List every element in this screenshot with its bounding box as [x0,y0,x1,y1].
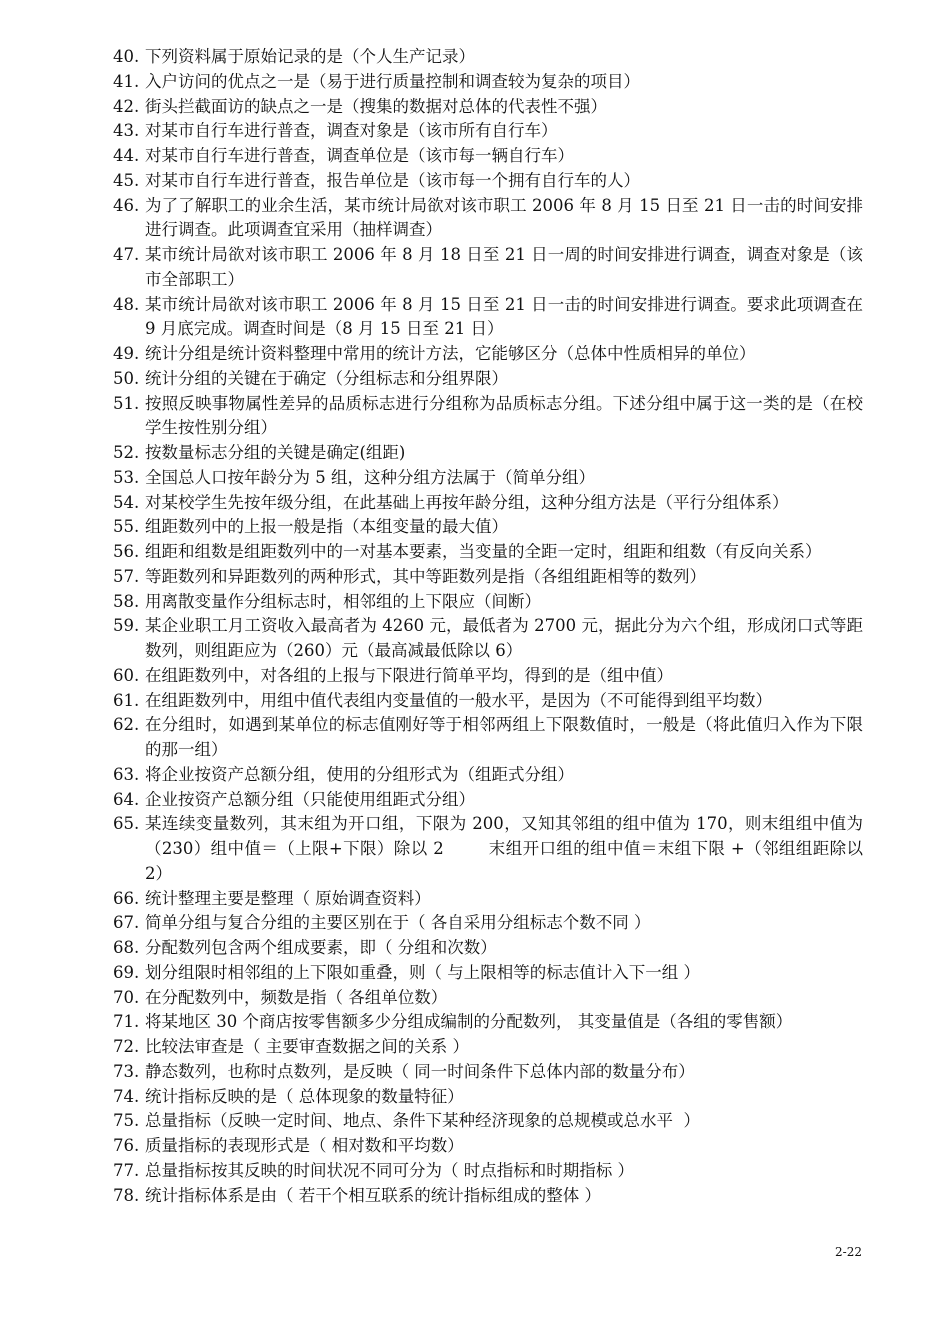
list-item [113,119,863,144]
list-item [113,293,869,343]
item-text: 质量指标的表现形式是（ 相对数和平均数） [145,1136,464,1155]
list-item [113,342,863,367]
item-text: 组距数列中的上报一般是指（本组变量的最大值） [145,517,508,537]
item-number: 73. [113,1061,140,1081]
item-number: 40. [113,47,140,66]
item-number: 68. [113,938,140,957]
item-number: 58. [113,591,140,611]
list-item [113,911,863,936]
list-item [113,763,863,788]
item-number: 64. [113,789,140,809]
item-text: 按照反映事物属性差异的品质标志进行分组称为品质标志分组。下述分组中属于这一类的是（在校学生按性别分组） [145,393,863,438]
item-number: 78. [113,1185,140,1205]
list-item [113,565,863,590]
list-item [113,466,863,491]
item-number: 47. [113,245,140,264]
item-text: 统计分组的关键在于确定（分组标志和分组界限） [145,368,508,388]
list-item [113,986,863,1011]
item-number: 75. [113,1111,140,1131]
item-text: 分配数列包含两个组成要素，即（ 分组和次数） [145,938,497,957]
item-text: 简单分组与复合分组的主要区别在于（ 各自采用分组标志个数不同 ） [145,913,651,933]
list-item [113,491,863,516]
item-text: 划分组限时相邻组的上下限如重叠，则（ 与上限相等的标志值计入下一组 ） [145,962,700,982]
item-text: 对某市自行车进行普查，报告单位是（该市每一个拥有自行车的人） [145,170,640,190]
list-item [113,614,863,664]
item-text: 在分配数列中，频数是指（ 各组单位数） [145,987,448,1007]
list-item [113,713,863,763]
list-item [113,367,863,392]
list-item [113,95,863,120]
list-item [113,515,863,540]
list-item [113,70,863,95]
item-number: 61. [113,690,140,710]
item-number: 71. [113,1012,140,1032]
list-item [113,169,863,194]
item-text: 对某市自行车进行普查，调查对象是（该市所有自行车） [145,121,558,141]
item-text: 等距数列和异距数列的两种形式，其中等距数列是指（各组组距相等的数列） [145,566,706,586]
item-text: 在分组时，如遇到某单位的标志值刚好等于相邻两组上下限数值时，一般是（将此值归入作为下限的那一组） [145,715,863,759]
item-text: 统计分组是统计资料整理中常用的统计方法，它能够区分（总体中性质相异的单位） [145,344,756,363]
item-number: 57. [113,566,140,586]
item-text: 某连续变量数列，其末组为开口组，下限为 200，又知其邻组的组中值为 170，则末组组中值为（230）组中值＝（上限+下限）除以 2 末组开口组的组中值＝末组下限 +（邻组组距除以 2） [145,814,869,883]
item-number: 49. [113,344,140,363]
item-text: 街头拦截面访的缺点之一是（搜集的数据对总体的代表性不强） [145,96,607,116]
item-text: 下列资料属于原始记录的是（个人生产记录） [145,47,475,66]
list-item [113,1159,863,1184]
list-item [113,243,863,293]
list-item [113,1010,863,1035]
item-text: 为了了解职工的业余生活，某市统计局欲对该市职工 2006 年 8 月 15 日至 21 日一击的时间安排进行调查。此项调查宜采用（抽样调查） [145,195,863,240]
list-item [113,1035,863,1060]
item-text: 某市统计局欲对该市职工 2006 年 8 月 18 日至 21 日一周的时间安排进行调查，调查对象是（该市全部职工） [145,245,863,289]
list-item [113,788,863,813]
list-item [113,961,863,986]
list-item [113,936,863,961]
item-number: 51. [113,393,140,413]
item-number: 65. [113,814,140,834]
list-item [113,1060,863,1085]
list-item [113,392,863,442]
item-text: 在组距数列中，对各组的上报与下限进行简单平均，得到的是（组中值） [145,665,673,685]
question-list [113,45,869,1208]
item-number: 54. [113,492,140,512]
item-text: 某市统计局欲对该市职工 2006 年 8 月 15 日至 21 日一击的时间安排进行调查。要求此项调查在 9 月底完成。调查时间是（8 月 15 日至 21 日） [145,294,869,339]
item-text: 统计指标反映的是（ 总体现象的数量特征） [145,1086,464,1106]
item-text: 统计指标体系是由（ 若干个相互联系的统计指标组成的整体 ） [145,1185,601,1205]
list-item [113,1134,863,1159]
item-text: 总量指标按其反映的时间状况不同可分为（ 时点指标和时期指标 ） [145,1160,634,1180]
item-text: 总量指标（反映一定时间、地点、条件下某种经济现象的总规模或总水平 ） [145,1111,700,1131]
item-number: 52. [113,443,140,462]
item-text: 按数量标志分组的关键是确定(组距) [145,443,406,462]
item-text: 某企业职工月工资收入最高者为 4260 元，最低者为 2700 元，据此分为六个组，形成闭口式等距数列，则组距应为（260）元（最高减最低除以 6） [145,616,863,660]
item-number: 62. [113,715,140,735]
item-number: 76. [113,1136,140,1155]
item-number: 67. [113,913,140,933]
list-item [113,1184,863,1209]
item-text: 企业按资产总额分组（只能使用组距式分组） [145,789,475,809]
item-text: 全国总人口按年龄分为 5 组，这种分组方法属于（简单分组） [145,467,595,487]
item-number: 59. [113,616,140,636]
list-item [113,540,863,565]
item-number: 48. [113,294,140,314]
item-text: 入户访问的优点之一是（易于进行质量控制和调查较为复杂的项目） [145,71,640,91]
item-number: 53. [113,467,140,487]
item-text: 组距和组数是组距数列中的一对基本要素，当变量的全距一定时，组距和组数（有反向关系） [145,542,822,561]
item-text: 将某地区 30 个商店按零售额多少分组成编制的分配数列， 其变量值是（各组的零售额） [145,1012,793,1032]
list-item [113,664,863,689]
list-item [113,144,863,169]
item-text: 比较法审查是（ 主要审查数据之间的关系 ） [145,1037,469,1056]
list-item [113,1109,863,1134]
list-item [113,887,863,912]
list-item [113,1085,863,1110]
item-number: 66. [113,888,140,908]
list-item [113,441,863,466]
item-number: 55. [113,517,140,537]
item-number: 74. [113,1086,140,1106]
list-item [113,194,863,244]
list-item [113,45,863,70]
item-text: 统计整理主要是整理（ 原始调查资料） [145,888,431,908]
page-number: 2-22 [835,1245,862,1259]
list-item [113,689,863,714]
item-number: 50. [113,368,140,388]
item-number: 60. [113,665,140,685]
item-number: 70. [113,987,140,1007]
item-number: 41. [113,71,140,91]
item-number: 44. [113,146,140,165]
item-text: 用离散变量作分组标志时，相邻组的上下限应（间断） [145,591,541,611]
item-number: 63. [113,764,140,784]
item-text: 对某校学生先按年级分组，在此基础上再按年龄分组，这种分组方法是（平行分组体系） [145,492,789,512]
item-text: 将企业按资产总额分组，使用的分组形式为（组距式分组） [145,764,574,784]
item-number: 69. [113,962,140,982]
item-text: 静态数列，也称时点数列，是反映（ 同一时间条件下总体内部的数量分布） [145,1061,695,1081]
item-number: 43. [113,121,140,141]
item-number: 72. [113,1037,140,1056]
item-text: 对某市自行车进行普查，调查单位是（该市每一辆自行车） [145,146,574,165]
list-item [113,590,863,615]
item-number: 56. [113,542,140,561]
item-text: 在组距数列中，用组中值代表组内变量值的一般水平，是因为（不可能得到组平均数） [145,690,772,710]
item-number: 77. [113,1160,140,1180]
item-number: 45. [113,170,140,190]
list-item [113,812,869,886]
item-number: 42. [113,96,140,116]
item-number: 46. [113,195,140,215]
